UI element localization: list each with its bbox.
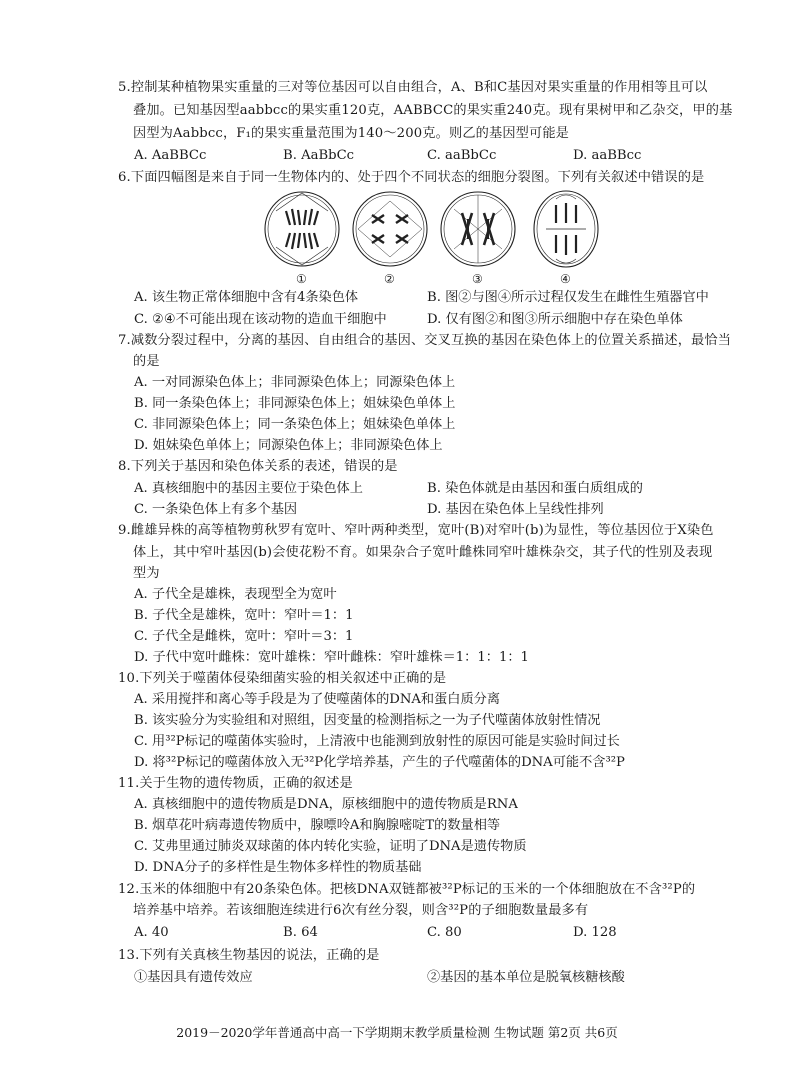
q10-option-b: B. 该实验分为实验组和对照组，因变量的检测指标之一为子代噬菌体放射性情况: [134, 713, 601, 728]
q10-option-d: D. 将³²P标记的噬菌体放入无³²P化学培养基，产生的子代噬菌体的DNA可能不含³²P: [134, 755, 625, 770]
q9-option-a: A. 子代全是雄株，表现型全为宽叶: [134, 587, 337, 602]
q6-option-a: A. 该生物正常体细胞中含有4条染色体: [134, 290, 359, 305]
q7-option-a: A. 一对同源染色体上；非同源染色体上；同源染色体上: [134, 375, 456, 390]
q9-option-d: D. 子代中宽叶雌株：宽叶雄株：窄叶雌株：窄叶雄株＝1：1：1：1: [134, 650, 529, 665]
q5-option-c: C. aaBbCc: [427, 148, 497, 163]
cell-diagram-2: [353, 192, 427, 266]
q6-stem: 6.下面四幅图是来自于同一生物体内的、处于四个不同状态的细胞分裂图。下列有关叙述中错误的是: [118, 170, 705, 185]
q10-option-c: C. 用³²P标记的噬菌体实验时，上清液中也能测到放射性的原因可能是实验时间过长: [134, 734, 620, 749]
q11-stem: 11.关于生物的遗传物质，正确的叙述是: [118, 776, 353, 791]
q11-option-b: B. 烟草花叶病毒遗传物质中，腺嘌呤A和胸腺嘧啶T的数量相等: [134, 818, 501, 833]
figure-label-4: ④: [560, 272, 571, 286]
q8-option-b: B. 染色体就是由基因和蛋白质组成的: [427, 481, 643, 496]
page-footer: 2019－2020学年普通高中高一下学期期末教学质量检测 生物试题 第2页 共6页: [176, 1025, 618, 1040]
q5-line-3: 因型为Aabbcc，F₁的果实重量范围为140～200克。则乙的基因型可能是: [133, 126, 570, 141]
q12-line-1: 12.玉米的体细胞中有20条染色体。把核DNA双链都被³²P标记的玉米的一个体细胞放在不含³²P的: [118, 882, 696, 897]
q8-option-a: A. 真核细胞中的基因主要位于染色体上: [134, 481, 363, 496]
q12-option-c: C. 80: [427, 925, 462, 940]
q5-line-2: 叠加。已知基因型aabbcc的果实重120克，AABBCC的果实重240克。现有果树甲和乙杂交，甲的基: [133, 103, 733, 118]
q7-option-d: D. 姐妹染色单体上；同源染色体上；非同源染色体上: [134, 438, 443, 453]
q5-option-a: A. AaBBCc: [134, 148, 207, 163]
q11-option-d: D. DNA分子的多样性是生物体多样性的物质基础: [134, 860, 422, 875]
q13-item-2: ②基因的基本单位是脱氧核糖核酸: [427, 970, 625, 985]
q8-option-c: C. 一条染色体上有多个基因: [134, 502, 298, 517]
cell-division-figure: [262, 189, 602, 289]
q12-option-a: A. 40: [134, 925, 169, 940]
q7-line-1: 7.减数分裂过程中，分离的基因、自由组合的基因、交叉互换的基因在染色体上的位置关系描述，最恰当: [118, 333, 732, 348]
q9-line-1: 9.雌雄异株的高等植物剪秋罗有宽叶、窄叶两种类型，宽叶(B)对窄叶(b)为显性，等位基因位于X染色: [118, 523, 714, 538]
q9-option-b: B. 子代全是雄株，宽叶：窄叶＝1：1: [134, 608, 354, 623]
q10-stem: 10.下列关于噬菌体侵染细菌实验的相关叙述中正确的是: [118, 671, 447, 686]
q12-option-b: B. 64: [283, 925, 318, 940]
q9-option-c: C. 子代全是雌株，宽叶：窄叶＝3：1: [134, 629, 354, 644]
q7-option-c: C. 非同源染色体上；同一条染色体上；姐妹染色单体上: [134, 417, 456, 432]
q13-stem: 13.下列有关真核生物基因的说法，正确的是: [118, 948, 380, 963]
q13-item-1: ①基因具有遗传效应: [134, 970, 253, 985]
q9-line-2: 体上，其中窄叶基因(b)会使花粉不育。如果杂合子宽叶雌株同窄叶雄株杂交，其子代的性别及表现: [133, 545, 713, 560]
q8-stem: 8.下列关于基因和染色体关系的表述，错误的是: [118, 459, 398, 474]
figure-label-1: ①: [296, 272, 307, 286]
cell-diagram-3: [441, 192, 515, 266]
q12-option-d: D. 128: [573, 925, 617, 940]
q10-option-a: A. 采用搅拌和离心等手段是为了使噬菌体的DNA和蛋白质分离: [134, 692, 501, 707]
figure-label-2: ②: [384, 272, 395, 286]
q8-option-d: D. 基因在染色体上呈线性排列: [427, 502, 604, 517]
cell-diagram-4: [534, 191, 598, 267]
q5-line-1: 5.控制某种植物果实重量的三对等位基因可以自由组合，A、B和C基因对果实重量的作用相等且可以: [118, 80, 708, 95]
q6-option-c: C. ②④不可能出现在该动物的造血干细胞中: [134, 312, 387, 327]
q6-option-d: D. 仅有图②和图③所示细胞中存在染色单体: [427, 312, 683, 327]
q6-option-b: B. 图②与图④所示过程仅发生在雌性生殖器官中: [427, 290, 709, 305]
q11-option-c: C. 艾弗里通过肺炎双球菌的体内转化实验，证明了DNA是遗传物质: [134, 839, 527, 854]
cell-diagram-1: [265, 192, 339, 266]
q7-line-2: 的是: [133, 354, 160, 369]
figure-label-3: ③: [472, 272, 483, 286]
q7-option-b: B. 同一条染色体上；非同源染色体上；姐妹染色单体上: [134, 396, 456, 411]
q5-option-d: D. aaBBcc: [573, 148, 642, 163]
q12-line-2: 培养基中培养。若该细胞连续进行6次有丝分裂，则含³²P的子细胞数量最多有: [133, 903, 589, 918]
q9-line-3: 型为: [133, 566, 160, 581]
q11-option-a: A. 真核细胞中的遗传物质是DNA，原核细胞中的遗传物质是RNA: [134, 797, 518, 812]
q5-option-b: B. AaBbCc: [283, 148, 355, 163]
